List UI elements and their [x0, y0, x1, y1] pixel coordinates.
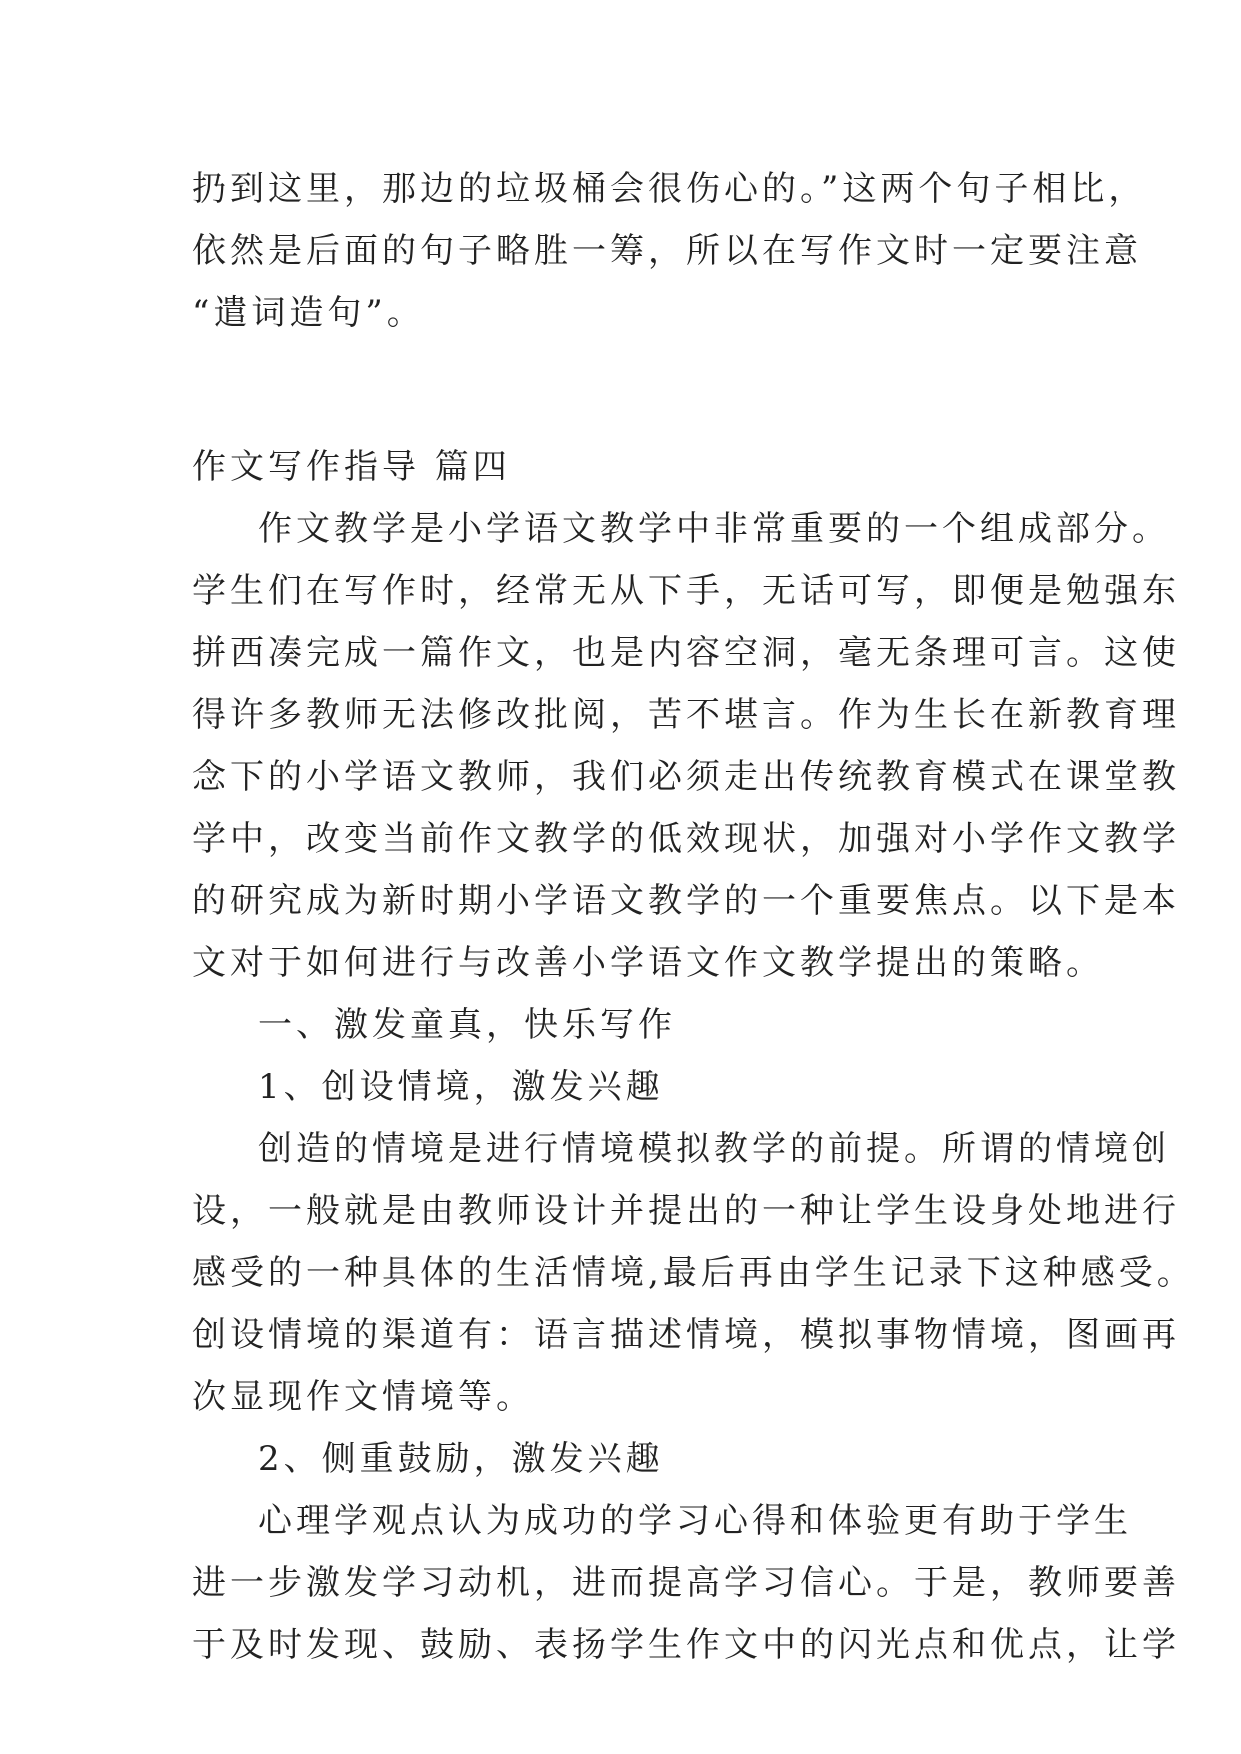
text-line: 进一步激发学习动机，进而提高学习信心。于是，教师要善 — [192, 1563, 1180, 1603]
text-line: 心理学观点认为成功的学习心得和体验更有助于学生 — [258, 1501, 1132, 1541]
paragraph-1 — [192, 498, 1180, 994]
text-line: 次显现作文情境等。 — [192, 1377, 534, 1417]
text-line: 扔到这里，那边的垃圾桶会很伤心的。”这两个句子相比， — [192, 169, 1147, 209]
text-line: 作文教学是小学语文教学中非常重要的一个组成部分。 — [258, 509, 1170, 549]
text-line: 的研究成为新时期小学语文教学的一个重要焦点。以下是本 — [192, 881, 1180, 921]
paragraph-gap — [192, 344, 1092, 436]
text-line: 学中，改变当前作文教学的低效现状，加强对小学作文教学 — [192, 819, 1180, 859]
text-line: 设，一般就是由教师设计并提出的一种让学生设身处地进行 — [192, 1191, 1180, 1231]
text-line: 于及时发现、鼓励、表扬学生作文中的闪光点和优点，让学 — [192, 1625, 1180, 1665]
text-line: 创造的情境是进行情境模拟教学的前提。所谓的情境创 — [258, 1129, 1170, 1169]
text-line: 感受的一种具体的生活情境,最后再由学生记录下这种感受。 — [192, 1253, 1195, 1293]
text-line: 依然是后面的句子略胜一筹，所以在写作文时一定要注意 — [192, 231, 1142, 271]
section-title: 作文写作指导 篇四 — [192, 447, 511, 487]
paragraph-2 — [192, 1118, 1195, 1428]
text-line: 学生们在写作时，经常无从下手，无话可写，即便是勉强东 — [192, 571, 1180, 611]
text-line: 创设情境的渠道有：语言描述情境，模拟事物情境，图画再 — [192, 1315, 1180, 1355]
document-body — [192, 158, 1195, 1676]
paragraph-3 — [192, 1490, 1180, 1676]
heading-1: 一、激发童真，快乐写作 — [258, 1005, 676, 1045]
text-line: 拼西凑完成一篇作文，也是内容空洞，毫无条理可言。这使 — [192, 633, 1180, 673]
text-line: 念下的小学语文教师，我们必须走出传统教育模式在课堂教 — [192, 757, 1180, 797]
text-line: 得许多教师无法修改批阅，苦不堪言。作为生长在新教育理 — [192, 695, 1180, 735]
text-line: 文对于如何进行与改善小学语文作文教学提出的策略。 — [192, 943, 1104, 983]
subheading-2: 2、侧重鼓励，激发兴趣 — [258, 1439, 664, 1479]
subheading-1: 1、创设情境，激发兴趣 — [258, 1067, 664, 1107]
text-line: “遣词造句”。 — [192, 293, 425, 333]
intro-paragraph — [192, 158, 1147, 344]
